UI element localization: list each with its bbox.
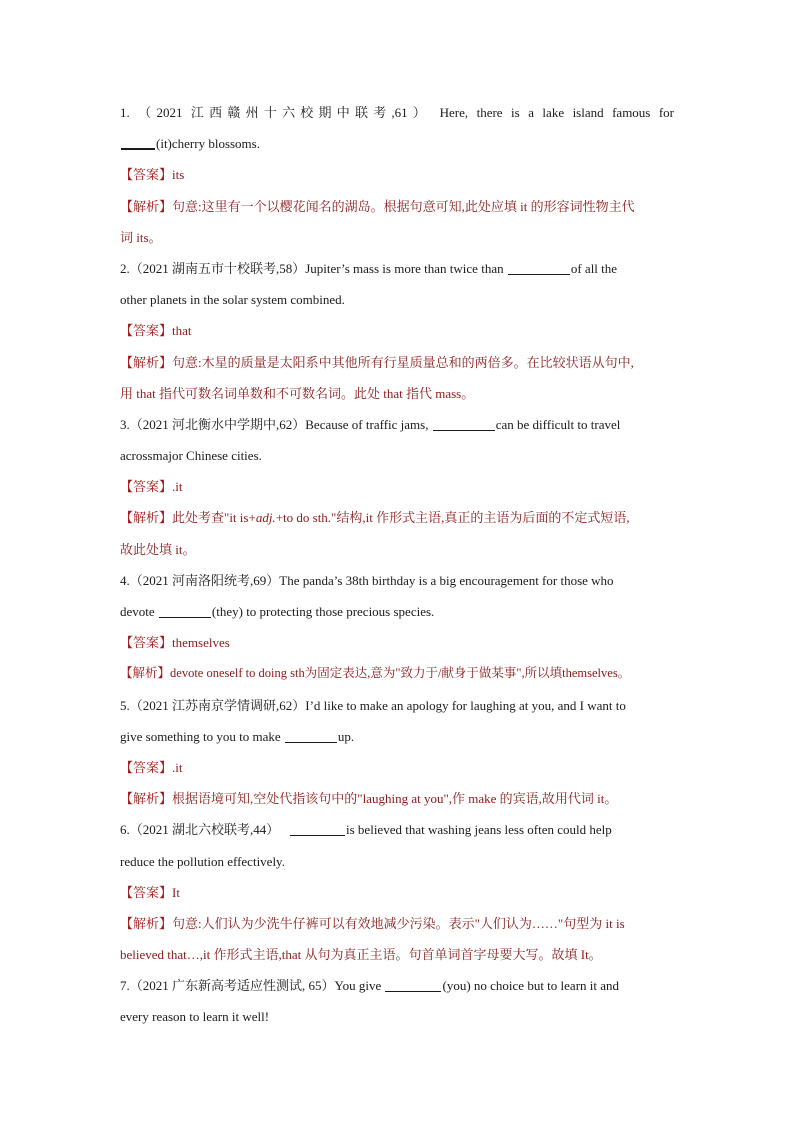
analysis-text: devote oneself to doing sth为固定表达,意为"致力于/献身于做某事",所以填themselves。 [170, 666, 631, 681]
question-7-line-2: every reason to learn it well! [120, 1009, 270, 1025]
analysis-6-line-2: believed that…,it 作形式主语,that 从句为真正主语。句首单词首字母要大写。故填 It。 [120, 947, 602, 963]
question-5-line-1: 5.（2021 江苏南京学情调研,62）I’d like to make an apology for laughing at you, and I want to [120, 697, 626, 713]
question-text: up. [337, 728, 355, 744]
analysis-tag: 【解析】 [120, 198, 173, 214]
analysis-tag: 【解析】 [120, 666, 171, 681]
answer-2 [120, 315, 674, 346]
answer-blank [290, 821, 345, 836]
analysis-text: 句意:人们认为少洗牛仔裤可以有效地减少污染。表示"人们认为……"句型为 it is [172, 915, 625, 931]
question-3-line-2: acrossmajor Chinese cities. [120, 448, 262, 464]
answer-blank [433, 416, 495, 431]
question-text: 7.（2021 广东新高考适应性测试, 65）You give [120, 978, 382, 994]
analysis-6-line-1 [120, 908, 674, 939]
analysis-text: 此处考查"it is+ [172, 510, 256, 526]
answer-blank [159, 603, 211, 618]
answer-blank [121, 134, 155, 150]
analysis-3-line-1 [120, 502, 674, 533]
question-text: 2.（2021 湖南五市十校联考,58）Jupiter’s mass is more than twice than [120, 260, 504, 276]
question-4-line-1: 4.（2021 河南洛阳统考,69）The panda’s 38th birthday is a big encouragement for those who [120, 572, 614, 588]
question-4-line-2 [120, 596, 674, 627]
analysis-text: +to do sth."结构,it 作形式主语,真正的主语为后面的不定式短语, [275, 510, 630, 526]
analysis-text: 句意:这里有一个以樱花闻名的湖岛。根据句意可知,此处应填 it 的形容词性物主代 [172, 198, 635, 214]
question-6-line-1 [120, 814, 674, 845]
answer-tag: 【答案】 [120, 759, 173, 775]
analysis-italic: adj. [255, 510, 276, 526]
answer-tag: 【答案】 [120, 884, 173, 900]
question-2-line-1 [120, 253, 674, 284]
question-1-line-2 [120, 128, 674, 159]
question-3-line-1 [120, 409, 674, 440]
worksheet [120, 97, 674, 1033]
analysis-1-line-2: 词 its。 [120, 229, 162, 245]
answer-tag: 【答案】 [120, 479, 173, 495]
question-1-line-1: 1. （2021 江西赣州十六校期中联考,61） Here, there is a lake island famous for [120, 105, 674, 120]
answer-blank [385, 977, 441, 992]
question-6-line-2: reduce the pollution effectively. [120, 853, 285, 869]
analysis-1-line-1 [120, 191, 674, 222]
analysis-tag: 【解析】 [120, 791, 173, 807]
analysis-2-line-2: 用 that 指代可数名词单数和不可数名词。此处 that 指代 mass。 [120, 385, 475, 401]
answer-value: that [172, 323, 192, 339]
question-text: 3.（2021 河北衡水中学期中,62）Because of traffic jams, [120, 416, 429, 432]
answer-value: It [172, 884, 180, 900]
analysis-2-line-1 [120, 347, 674, 378]
answer-tag: 【答案】 [120, 323, 173, 339]
analysis-tag: 【解析】 [120, 510, 173, 526]
question-2-line-2: other planets in the solar system combined. [120, 292, 345, 308]
question-text: give something to you to make [120, 728, 281, 744]
answer-5 [120, 752, 674, 783]
question-5-line-2 [120, 721, 674, 752]
analysis-text: 根据语境可知,空处代指该句中的"laughing at you",作 make 的宾语,故用代词 it。 [172, 791, 618, 807]
question-text: is believed that washing jeans less often could help [346, 822, 612, 838]
question-text: can be difficult to travel [495, 416, 621, 432]
analysis-tag: 【解析】 [120, 354, 173, 370]
analysis-tag: 【解析】 [120, 915, 173, 931]
question-text: (you) no choice but to learn it and [442, 978, 620, 994]
answer-blank [285, 728, 337, 743]
analysis-text: 句意:木星的质量是太阳系中其他所有行星质量总和的两倍多。在比较状语从句中, [172, 354, 634, 370]
answer-blank [508, 260, 570, 275]
answer-value: themselves [172, 635, 230, 651]
analysis-4-line-1 [120, 658, 674, 689]
answer-tag: 【答案】 [120, 635, 173, 651]
answer-value: its [172, 167, 185, 183]
question-text: devote [120, 604, 155, 619]
question-text: (it)cherry blossoms. [156, 136, 260, 152]
question-text: of all the [570, 260, 618, 276]
question-text: (they) to protecting those precious species. [211, 604, 435, 619]
analysis-5-line-1 [120, 783, 674, 814]
analysis-3-line-2: 故此处填 it。 [120, 541, 196, 557]
answer-value: .it [172, 479, 183, 495]
answer-4 [120, 627, 674, 658]
answer-6 [120, 877, 674, 908]
question-7-line-1 [120, 970, 674, 1001]
answer-3 [120, 471, 674, 502]
answer-tag: 【答案】 [120, 167, 173, 183]
answer-1 [120, 159, 674, 190]
question-text: 6.（2021 湖北六校联考,44） [120, 822, 280, 838]
answer-value: .it [172, 759, 183, 775]
